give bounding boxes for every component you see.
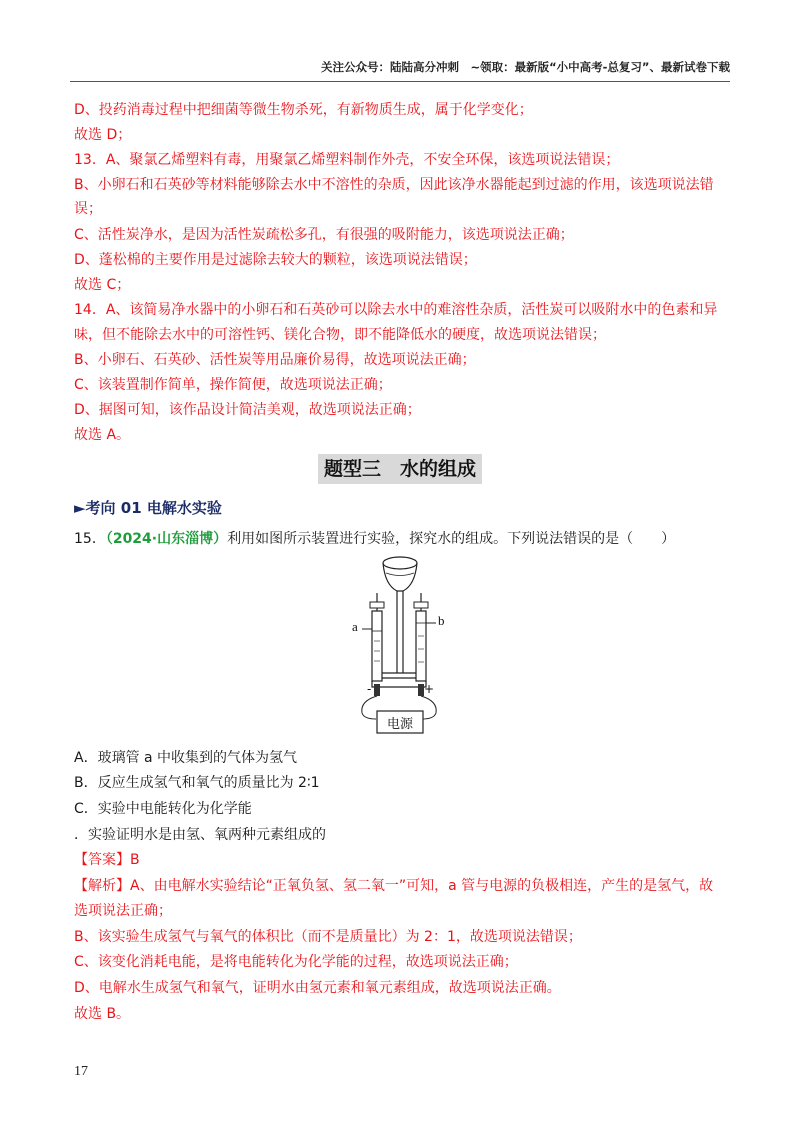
text-line: B、小卵石和石英砂等材料能够除去水中不溶性的杂质，因此该净水器能起到过滤的作用，该选项说法错 [74, 177, 714, 193]
analysis-line: C、该变化消耗电能，是将电能转化为化学能的过程，故选项说法正确； [74, 954, 518, 970]
text-line: 味，但不能除去水中的可溶性钙、镁化合物，即不能降低水的硬度，故选项说法错误； [74, 327, 606, 343]
tube-label-a: a [352, 619, 358, 634]
plus-sign: + [424, 682, 435, 696]
question-number: 15． [74, 531, 106, 547]
text-line: 14．A、该简易净水器中的小卵石和石英砂可以除去水中的难溶性杂质，活性炭可以吸附水中的色素和异 [74, 302, 718, 318]
power-supply-label: 电源 [386, 717, 413, 732]
text-line: C、该装置制作简单，操作简便，故选项说法正确； [74, 377, 392, 393]
question-source: （2024·山东淄博） [105, 531, 228, 547]
analysis-line: B、该实验生成氢气与氧气的体积比（而不是质量比）为 2：1，故选项说法错误； [74, 929, 582, 945]
text-line: 误； [74, 201, 102, 217]
text-line: D、蓬松棉的主要作用是过滤除去较大的颗粒，该选项说法错误； [74, 252, 477, 268]
option-a: A．玻璃管 a 中收集到的气体为氢气 [74, 750, 298, 766]
minus-sign: - [367, 682, 372, 696]
text-line: 故选 D； [74, 127, 132, 143]
analysis-line: 【解析】A、由电解水实验结论“正氧负氢、氢二氧一”可知，a 管与电源的负极相连，产生的是氢气，故 [74, 878, 714, 894]
analysis-line: 故选 B。 [74, 1006, 131, 1022]
section-title [318, 454, 482, 484]
page-header: 关注公众号：陆陆高分冲刺 ~领取：最新版“小中高考-总复习”、最新试卷下载 [320, 60, 730, 74]
text-line: 故选 C； [74, 277, 131, 293]
text-line: D、据图可知，该作品设计简洁美观，故选项说法正确； [74, 402, 421, 418]
analysis-line: 选项说法正确； [74, 903, 172, 919]
option-d: ．实验证明水是由氢、氧两种元素组成的 [74, 827, 326, 843]
section-title-text: 题型三 水的组成 [323, 458, 476, 480]
header-divider [70, 81, 730, 82]
text-line: B、小卵石、石英砂、活性炭等用品廉价易得，故选项说法正确； [74, 352, 476, 368]
text-line: C、活性炭净水，是因为活性炭疏松多孔，有很强的吸附能力，该选项说法正确； [74, 227, 574, 243]
analysis-line: D、电解水生成氢气和氧气，证明水由氢元素和氧元素组成，故选项说法正确。 [74, 980, 561, 996]
page-number: 17 [74, 1064, 88, 1079]
sub-title: ►考向 01 电解水实验 [74, 499, 222, 517]
text-line: 13．A、聚氯乙烯塑料有毒，用聚氯乙烯塑料制作外壳，不安全环保，该选项说法错误； [74, 152, 620, 168]
option-b: B．反应生成氢气和氧气的质量比为 2∶1 [74, 775, 320, 791]
tube-label-b: b [438, 613, 445, 628]
question-stem-line [74, 528, 675, 548]
question-stem: 利用如图所示装置进行实验，探究水的组成。下列说法错误的是（ ） [227, 531, 676, 547]
option-c: C．实验中电能转化为化学能 [74, 801, 252, 817]
text-line: D、投药消毒过程中把细菌等微生物杀死，有新物质生成，属于化学变化； [74, 102, 533, 118]
answer-line: 【答案】B [74, 852, 140, 868]
text-line: 故选 A。 [74, 427, 131, 443]
